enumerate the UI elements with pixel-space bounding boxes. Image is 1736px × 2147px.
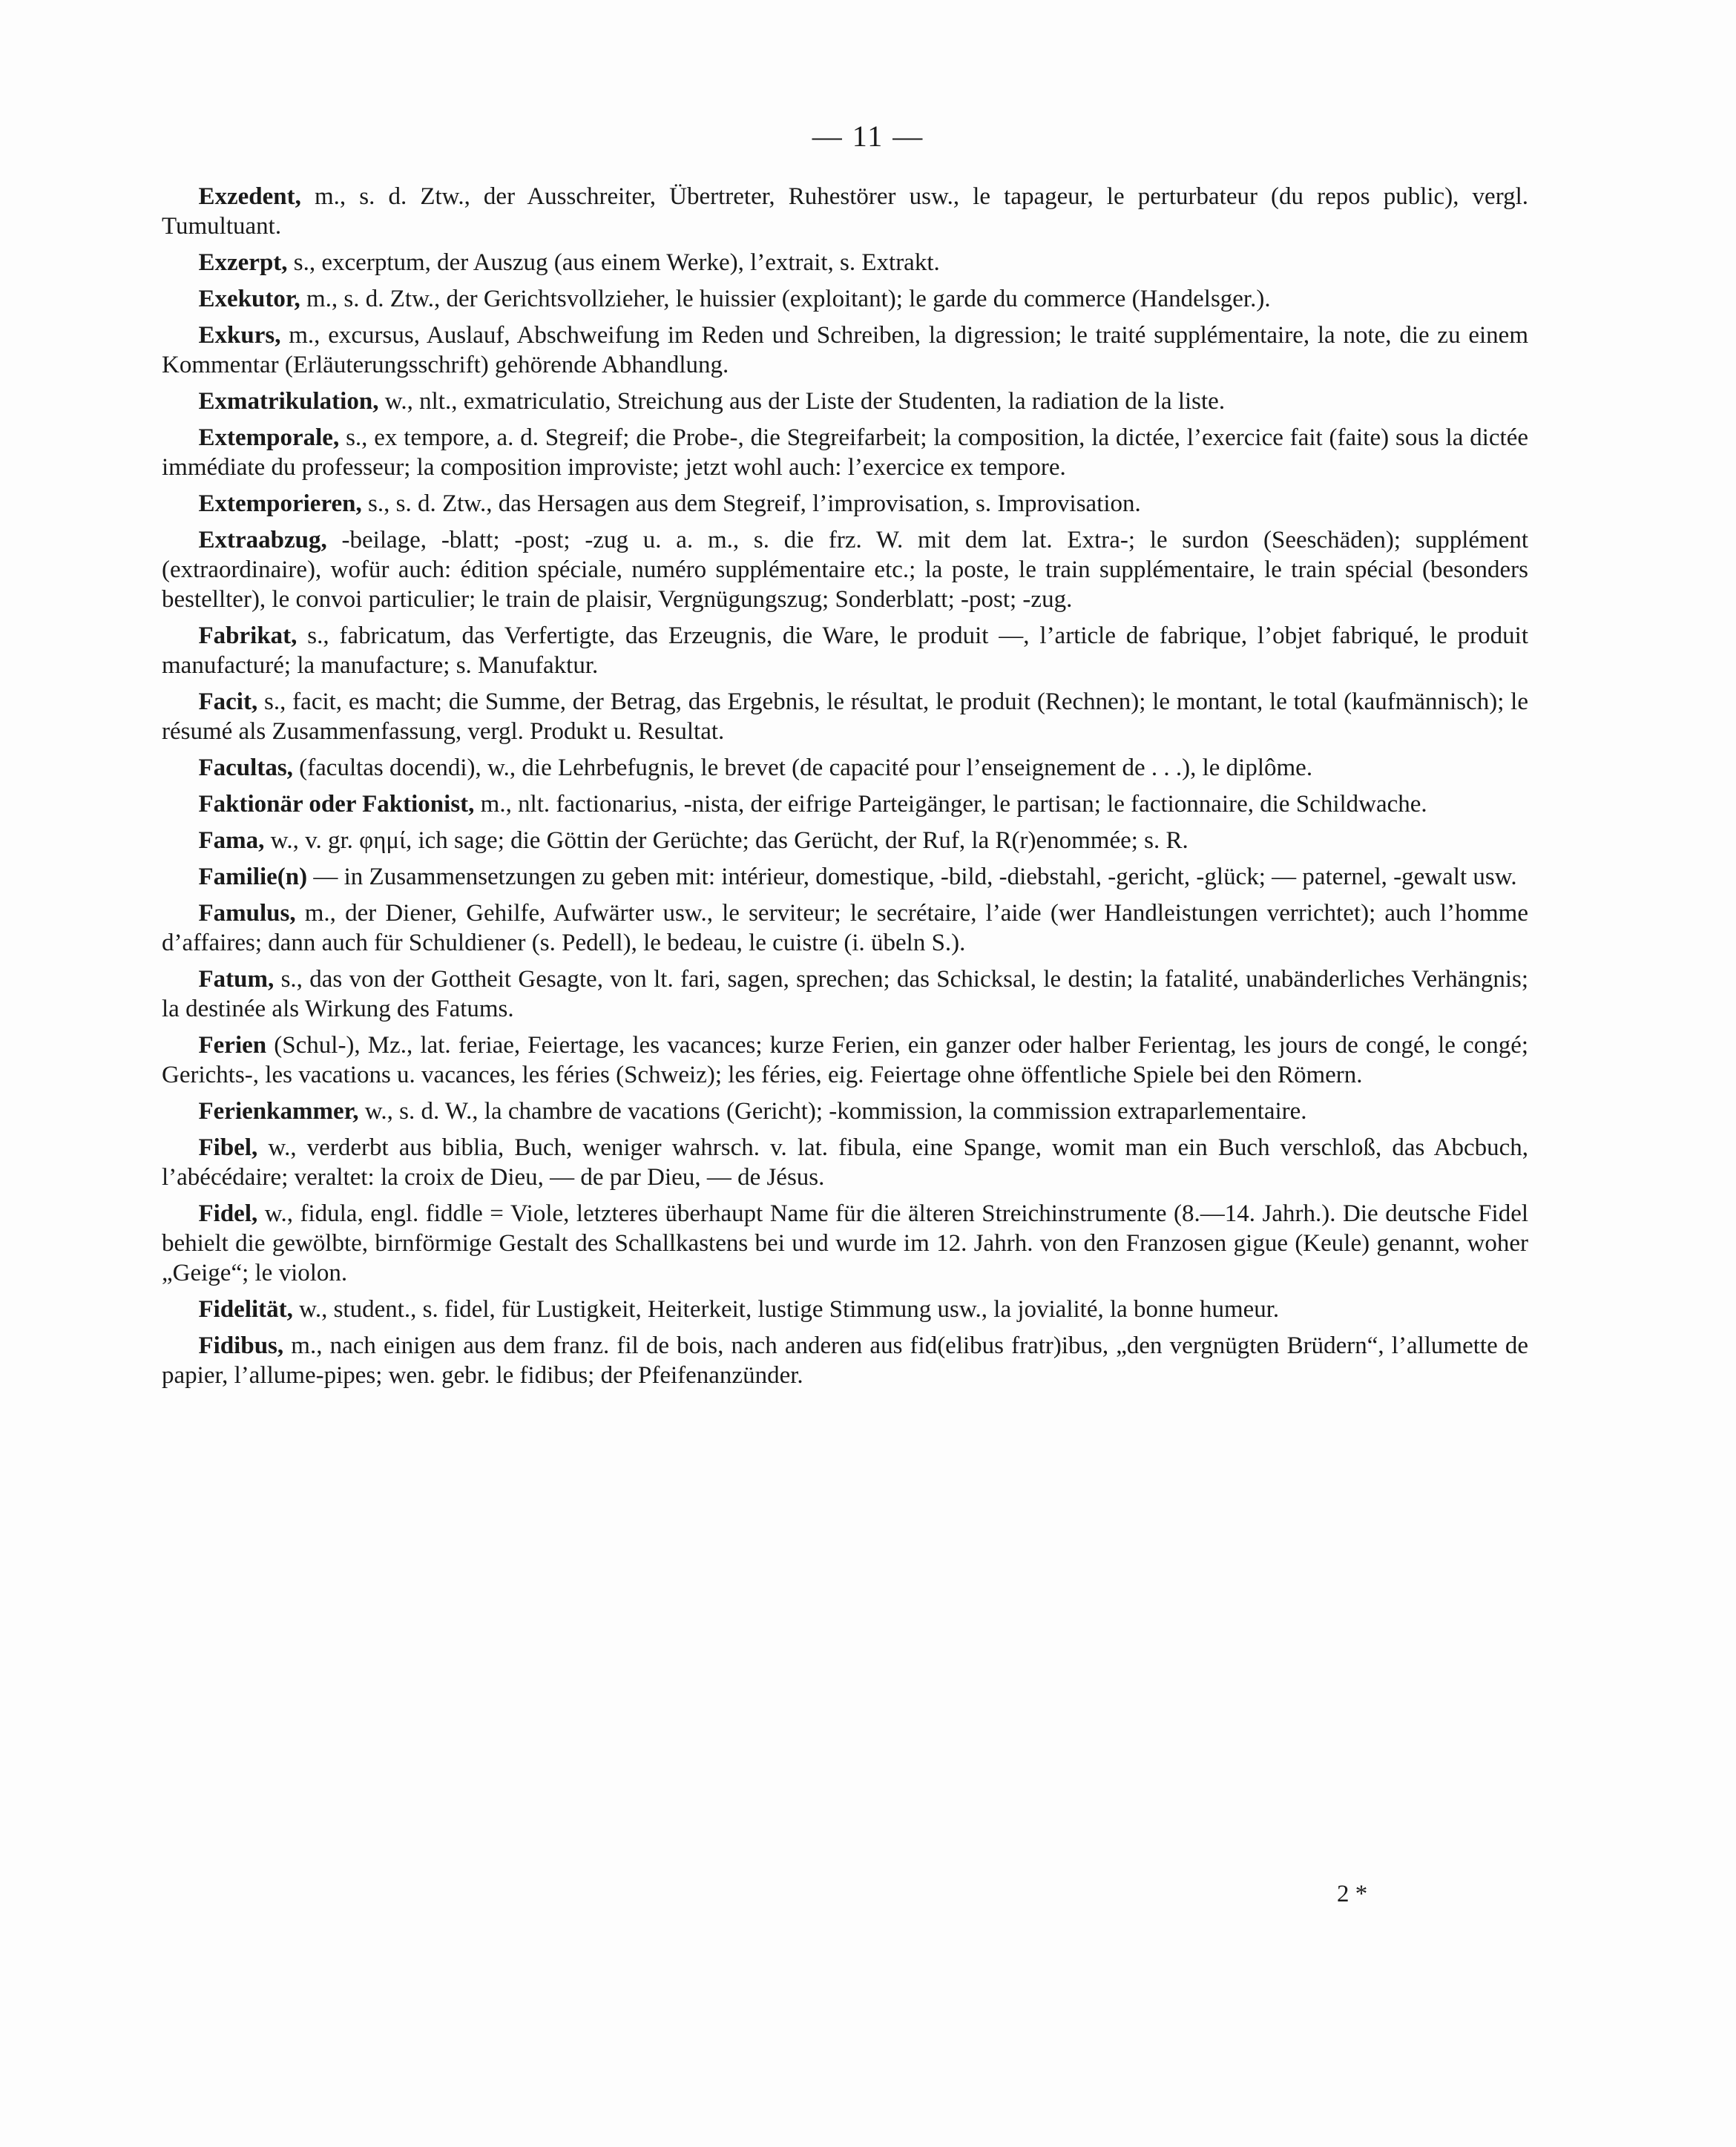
entry-text: s., facit, es macht; die Summe, der Betrag, das Ergebnis, le résultat, le produit (Rechnen); le montant, le total (kaufmännisch); le résumé als Zusammenfassung, vergl. Produkt u. Resultat.	[162, 688, 1528, 745]
entry-headword: Fibel,	[198, 1134, 258, 1161]
dictionary-entry	[162, 182, 1528, 241]
entry-text: w., nlt., exmatriculatio, Streichung aus der Liste der Studenten, la radiation de la liste.	[384, 388, 1226, 415]
entry-text: s., excerptum, der Auszug (aus einem Werke), l’extrait, s. Extrakt.	[293, 249, 940, 276]
dictionary-entry	[162, 862, 1528, 892]
dictionary-entry	[162, 248, 1528, 277]
entry-text: m., s. d. Ztw., der Gerichtsvollzieher, le huissier (exploitant); le garde du commerce (Handelsger.).	[306, 286, 1271, 312]
dictionary-entry	[162, 489, 1528, 519]
entry-headword: Fatum,	[198, 966, 274, 993]
entry-headword: Exzedent,	[198, 183, 301, 210]
entry-text: w., student., s. fidel, für Lustigkeit, Heiterkeit, lustige Stimmung usw., la jovialité, la bonne humeur.	[299, 1296, 1280, 1323]
entry-text: w., v. gr. φημί, ich sage; die Göttin der Gerüchte; das Gerücht, der Ruf, la R(r)enommée; s. R.	[270, 827, 1188, 854]
entry-text: m., nlt. factionarius, -nista, der eifrige Parteigänger, le partisan; le factionnaire, die Schildwache.	[480, 791, 1427, 818]
entry-text: w., fidula, engl. fiddle = Viole, letzteres überhaupt Name für die älteren Streichinstrumente (8.—14. Jahrh.). Die deutsche Fidel behielt die gewölbte, birnförmige Gestalt des Schallkastens bei und wurde im 12. Jahrh. von den Franzosen gigue (Keule) genannt, woher „Geige“; le violon.	[162, 1200, 1529, 1286]
dictionary-entry	[162, 898, 1528, 958]
entry-headword: Extemporieren,	[198, 490, 362, 517]
entry-text: (facultas docendi), w., die Lehrbefugnis, le brevet (de capacité pour l’enseignement de . . .), le diplôme.	[299, 754, 1313, 781]
entry-headword: Fama,	[198, 827, 265, 854]
page-number: — 11 —	[812, 119, 924, 153]
entry-text: s., ex tempore, a. d. Stegreif; die Probe-, die Stegreifarbeit; la composition, la dictée, l’exercice fait (faite) sous la dictée immédiate du professeur; la composition improviste; jetzt wohl auch: l’exercice ex tempore.	[162, 424, 1528, 481]
dictionary-entry	[162, 789, 1528, 819]
entry-headword: Extemporale,	[198, 424, 340, 451]
dictionary-entry	[162, 1133, 1528, 1192]
entry-headword: Fabrikat,	[198, 622, 297, 649]
entry-text: s., s. d. Ztw., das Hersagen aus dem Stegreif, l’improvisation, s. Improvisation.	[368, 490, 1141, 517]
entry-headword: Famulus,	[198, 900, 296, 927]
entry-text: s., fabricatum, das Verfertigte, das Erzeugnis, die Ware, le produit —, l’article de fabrique, l’objet fabriqué, le produit manufacturé; la manufacture; s. Manufaktur.	[162, 622, 1529, 679]
entry-text: — in Zusammensetzungen zu geben mit: intérieur, domestique, -bild, -diebstahl, -gericht, -glück; — paternel, -gewalt usw.	[313, 864, 1517, 890]
entry-headword: Exzerpt,	[198, 249, 288, 276]
printer-signature-mark: 2 *	[1337, 1881, 1368, 1907]
dictionary-entry	[162, 687, 1528, 746]
entry-headword: Facit,	[198, 688, 258, 715]
dictionary-entry	[162, 1331, 1528, 1390]
dictionary-entry	[162, 1096, 1528, 1126]
entry-text: m., nach einigen aus dem franz. fil de bois, nach anderen aus fid(elibus fratr)ibus, „den vergnügten Brüdern“, l’allumette de papier, l’allume-pipes; wen. gebr. le fidibus; der Pfeifenanzünder.	[162, 1332, 1528, 1389]
entry-text: m., der Diener, Gehilfe, Aufwärter usw., le serviteur; le secrétaire, l’aide (wer Handleistungen verrichtet); auch l’homme d’affaires; dann auch für Schuldiener (s. Pedell), le bedeau, le cuistre (i. übeln S.).	[162, 900, 1528, 956]
entry-text: (Schul-), Mz., lat. feriae, Feiertage, les vacances; kurze Ferien, ein ganzer oder halber Ferientag, les jours de congé, le congé; Gerichts-, les vacations u. vacances, les féries (Schweiz); les féries, eig. Feiertage ohne öffentliche Spiele bei den Römern.	[162, 1032, 1529, 1088]
entry-headword: Exkurs,	[198, 322, 281, 349]
dictionary-entry	[162, 753, 1528, 783]
entry-headword: Exekutor,	[198, 286, 300, 312]
entry-list	[162, 182, 1528, 1397]
entry-text: m., excursus, Auslauf, Abschweifung im Reden und Schreiben, la digression; le traité supplémentaire, la note, die zu einem Kommentar (Erläuterungsschrift) gehörende Abhandlung.	[162, 322, 1529, 378]
entry-headword: Familie(n)	[198, 864, 308, 890]
entry-headword: Fidelität,	[198, 1296, 293, 1323]
dictionary-entry	[162, 826, 1528, 855]
dictionary-entry	[162, 525, 1528, 614]
dictionary-entry	[162, 1199, 1528, 1288]
dictionary-entry	[162, 284, 1528, 314]
dictionary-entry	[162, 1295, 1528, 1324]
entry-headword: Ferienkammer,	[198, 1098, 359, 1125]
entry-text: -beilage, -blatt; -post; -zug u. a. m., s. die frz. W. mit dem lat. Extra-; le surdon (Seeschäden); supplément (extraordinaire), wofür auch: édition spéciale, numéro supplémentaire etc.; la poste, le train supplémentaire, le train spécial (besonders bestellter), le convoi particulier; le train de plaisir, Vergnügungszug; Sonderblatt; -post; -zug.	[162, 527, 1529, 613]
dictionary-entry	[162, 621, 1528, 680]
entry-headword: Ferien	[198, 1032, 267, 1059]
entry-text: m., s. d. Ztw., der Ausschreiter, Übertreter, Ruhestörer usw., le tapageur, le perturbateur (du repos public), vergl. Tumultuant.	[162, 183, 1529, 240]
dictionary-entry	[162, 423, 1528, 482]
entry-text: w., s. d. W., la chambre de vacations (Gericht); -kommission, la commission extraparlementaire.	[364, 1098, 1307, 1125]
dictionary-entry	[162, 320, 1528, 380]
dictionary-entry	[162, 387, 1528, 416]
entry-headword: Exmatrikulation,	[198, 388, 379, 415]
entry-headword: Fidel,	[198, 1200, 258, 1227]
entry-headword: Fidibus,	[198, 1332, 284, 1359]
entry-headword: Extraabzug,	[198, 527, 327, 553]
entry-text: s., das von der Gottheit Gesagte, von lt. fari, sagen, sprechen; das Schicksal, le destin; la fatalité, unabänderliches Verhängnis; la destinée als Wirkung des Fatums.	[162, 966, 1528, 1022]
dictionary-entry	[162, 964, 1528, 1024]
entry-text: w., verderbt aus biblia, Buch, weniger wahrsch. v. lat. fibula, eine Spange, womit man ein Buch verschloß, das Abcbuch, l’abécédaire; veraltet: la croix de Dieu, — de par Dieu, — de Jésus.	[162, 1134, 1529, 1191]
entry-headword: Facultas,	[198, 754, 293, 781]
dictionary-entry	[162, 1030, 1528, 1090]
entry-headword: Faktionär oder Faktionist,	[198, 791, 475, 818]
